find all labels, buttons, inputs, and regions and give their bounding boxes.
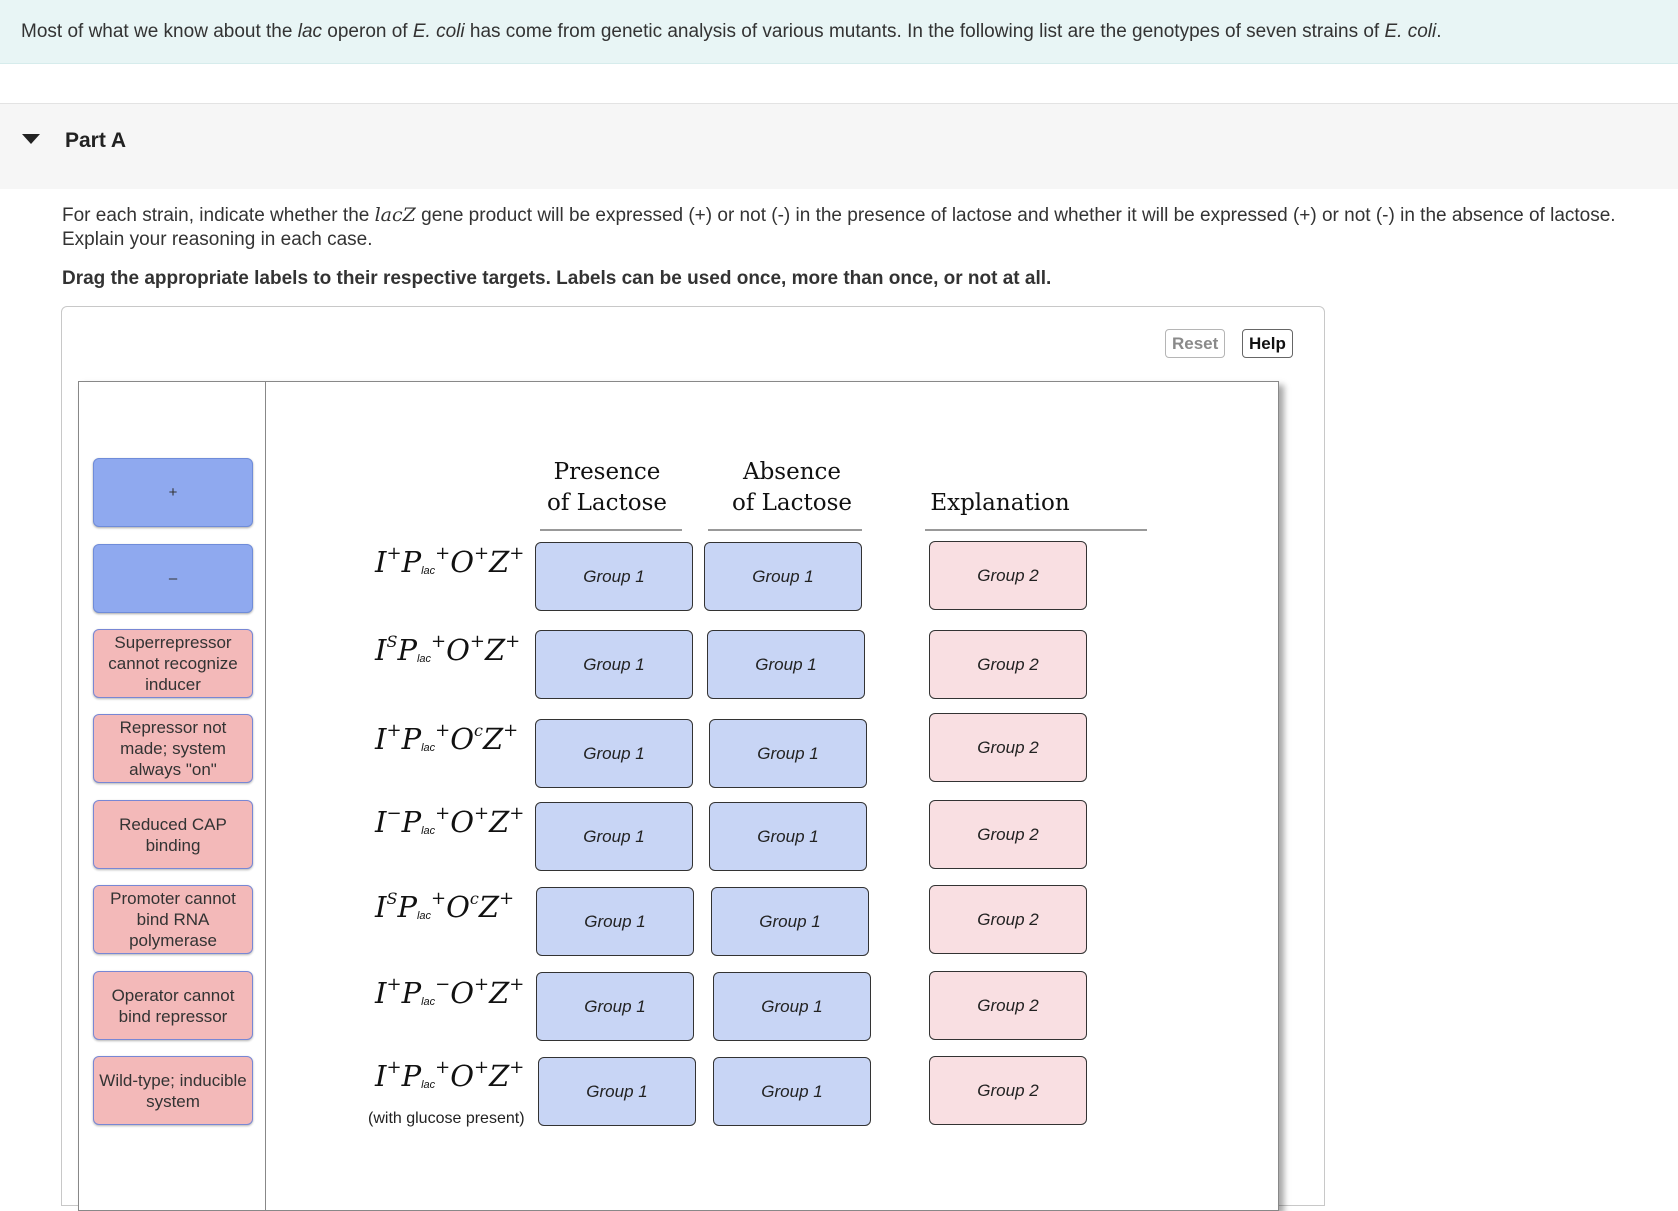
column-header-presence: Presence of Lactose xyxy=(546,459,668,516)
genotype-note: (with glucose present) xyxy=(368,1110,525,1127)
genotype-label: $I^+P_{lac}^+O^+Z^+$ xyxy=(375,1057,525,1093)
column-rule-explanation xyxy=(925,529,1147,531)
drop-target-explanation[interactable]: Group 2 xyxy=(929,885,1087,954)
drop-target-presence[interactable]: Group 1 xyxy=(538,1057,696,1126)
draggable-label[interactable]: Superrepressor cannot recognize inducer xyxy=(93,629,253,698)
genotype-label: $I^+P_{lac}^-O^+Z^+$ xyxy=(375,974,525,1010)
column-rule-presence xyxy=(540,529,682,531)
draggable-label[interactable]: Operator cannot bind repressor xyxy=(93,971,253,1040)
caret-down-icon[interactable] xyxy=(22,134,40,144)
drop-target-presence[interactable]: Group 1 xyxy=(535,542,693,611)
part-title: Part A xyxy=(65,129,127,152)
drop-target-presence[interactable]: Group 1 xyxy=(535,630,693,699)
column-rule-absence xyxy=(708,529,862,531)
drop-target-explanation[interactable]: Group 2 xyxy=(929,541,1087,610)
label-panel-divider xyxy=(265,381,266,1211)
draggable-label[interactable]: Reduced CAP binding xyxy=(93,800,253,869)
reset-button[interactable]: Reset xyxy=(1165,329,1225,358)
draggable-label[interactable]: + xyxy=(93,458,253,527)
intro-text: Most of what we know about the lac operon of E. coli has come from genetic analysis of various mutants. In the following list are the genotypes of seven strains of E. coli. xyxy=(0,0,1678,64)
instruction-text: Drag the appropriate labels to their respective targets. Labels can be used once, more than once, or not at all. xyxy=(62,268,1052,289)
genotype-label: $I^+P_{lac}^+O^cZ^+$ xyxy=(375,720,519,756)
drop-target-absence[interactable]: Group 1 xyxy=(711,887,869,956)
draggable-label[interactable]: Wild-type; inducible system xyxy=(93,1056,253,1125)
draggable-label[interactable]: Promoter cannot bind RNA polymerase xyxy=(93,885,253,954)
question-text: For each strain, indicate whether the lacZ gene product will be expressed (+) or not (-) in the presence of lactose and whether it will be expressed (+) or not (-) in the absence of lactose. Explain your reasoning in each case. xyxy=(62,204,1616,250)
drop-target-presence[interactable]: Group 1 xyxy=(536,972,694,1041)
part-a-header[interactable] xyxy=(0,103,1678,189)
drop-target-absence[interactable]: Group 1 xyxy=(707,630,865,699)
drop-target-absence[interactable]: Group 1 xyxy=(709,802,867,871)
drop-target-explanation[interactable]: Group 2 xyxy=(929,971,1087,1040)
genotype-label: $I^+P_{lac}^+O^+Z^+$ xyxy=(375,543,525,579)
drop-target-absence[interactable]: Group 1 xyxy=(709,719,867,788)
genotype-label: $I^SP_{lac}^+O^cZ^+$ xyxy=(375,888,515,924)
drop-target-explanation[interactable]: Group 2 xyxy=(929,800,1087,869)
genotype-label: $I^-P_{lac}^+O^+Z^+$ xyxy=(375,803,525,839)
draggable-label[interactable]: – xyxy=(93,544,253,613)
drop-target-presence[interactable]: Group 1 xyxy=(536,887,694,956)
drop-target-absence[interactable]: Group 1 xyxy=(713,972,871,1041)
column-header-absence: Absence of Lactose xyxy=(731,459,853,516)
drop-target-explanation[interactable]: Group 2 xyxy=(929,1056,1087,1125)
drop-target-presence[interactable]: Group 1 xyxy=(535,719,693,788)
help-button[interactable]: Help xyxy=(1242,329,1293,358)
drop-target-absence[interactable]: Group 1 xyxy=(704,542,862,611)
drop-target-presence[interactable]: Group 1 xyxy=(535,802,693,871)
drop-target-explanation[interactable]: Group 2 xyxy=(929,630,1087,699)
drop-target-absence[interactable]: Group 1 xyxy=(713,1057,871,1126)
drop-target-explanation[interactable]: Group 2 xyxy=(929,713,1087,782)
draggable-label[interactable]: Repressor not made; system always "on" xyxy=(93,714,253,783)
column-header-explanation: Explanation xyxy=(930,490,1070,516)
genotype-label: $I^SP_{lac}^+O^+Z^+$ xyxy=(375,631,521,667)
